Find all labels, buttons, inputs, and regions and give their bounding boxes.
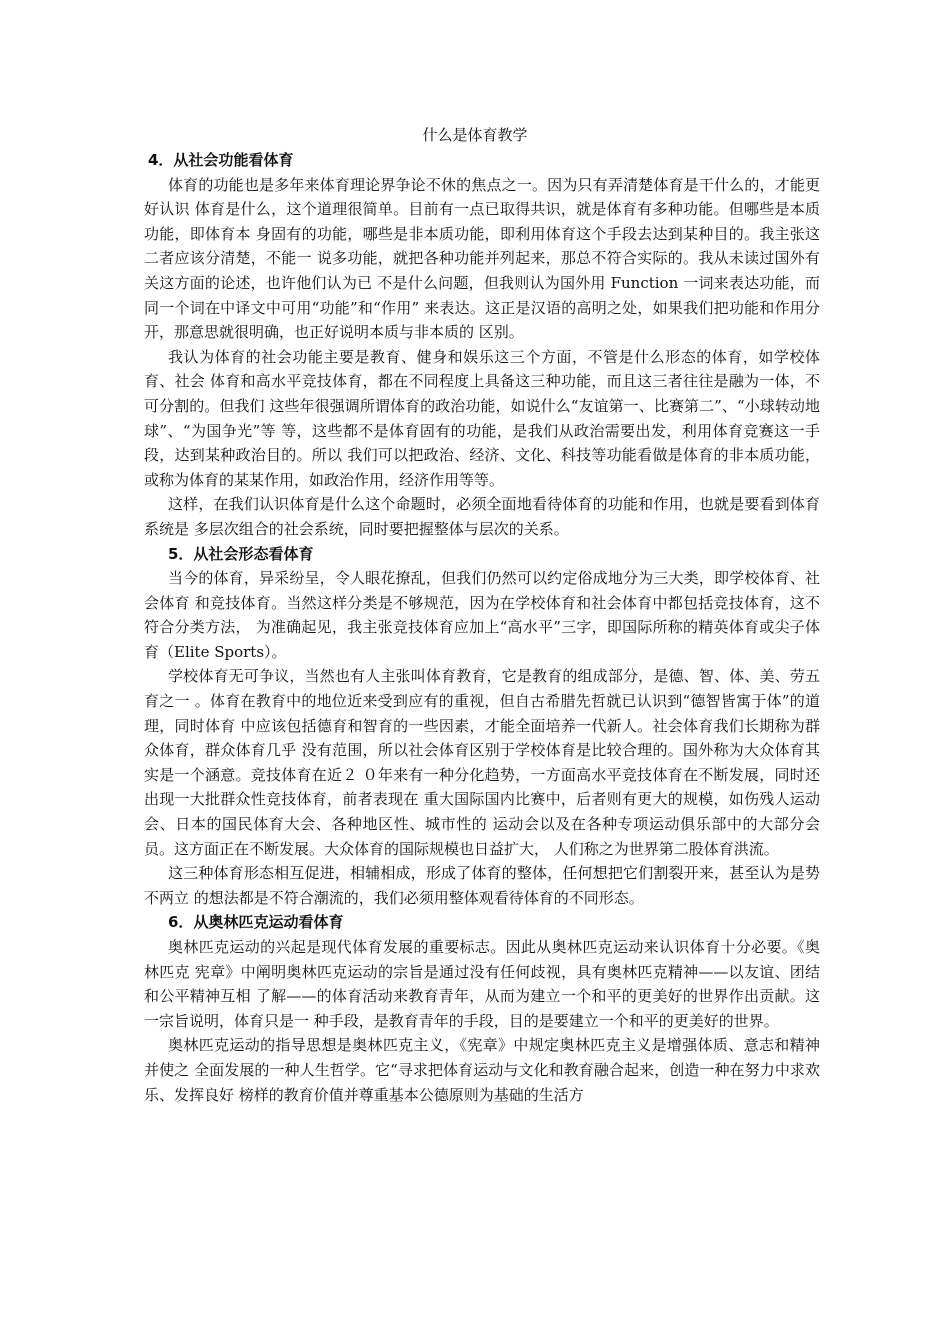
paragraph: 体育的功能也是多年来体育理论界争论不休的焦点之一。因为只有弄清楚体育是干什么的，才能更好认识 体育是什么，这个道理很简单。目前有一点已取得共识，就是体育有多种功能。但哪些是本质功能，即体育本 身固有的功能，哪些是非本质功能，即利用体育这个手段去达到某种目的。我主张这二者应该分清楚，不能一 说多功能，就把各种功能并列起来，那总不符合实际的。我从未读过国外有关这方面的论述，也许他们认为已 不是什么问题，但我则认为国外用 Function 一词来表达功能，而同一个词在中译文中可用“功能”和“作用” 来表达。这正是汉语的高明之处，如果我们把功能和作用分开，那意思就很明确，也正好说明本质与非本质的 区别。 [144,175,820,342]
paragraph: 当今的体育，异采纷呈，令人眼花撩乱，但我们仍然可以约定俗成地分为三大类，即学校体育、社会体育 和竞技体育。当然这样分类是不够规范，因为在学校体育和社会体育中都包括竞技体育，这不符合分类方法， 为准确起见，我主张竞技体育应加上“高水平”三字，即国际所称的精英体育或尖子体育（Elite Sports）。 [144,569,820,661]
paragraph: 这样，在我们认识体育是什么这个命题时，必须全面地看待体育的功能和作用，也就是要看到体育系统是 多层次组合的社会系统，同时要把握整体与层次的关系。 [144,495,820,538]
section-heading-social-function: 4．从社会功能看体育 [148,151,294,169]
paragraph: 奥林匹克运动的指导思想是奥林匹克主义，《宪章》中规定奥林匹克主义是增强体质、意志和精神并使之 全面发展的一种人生哲学。它“寻求把体育运动与文化和教育融合起来，创造一种在努力中求欢乐、发挥良好 榜样的教育价值并尊重基本公德原则为基础的生活方 [144,1036,820,1104]
paragraph: 我认为体育的社会功能主要是教育、健身和娱乐这三个方面，不管是什么形态的体育，如学校体育、社会 体育和高水平竞技体育，都在不同程度上具备这三种功能，而且这三者往往是融为一体，不可分割的。但我们 这些年很强调所谓体育的政治功能，如说什么“友谊第一、比赛第二”、“小球转动地球”、“为国争光”等 等，这些都不是体育固有的功能，是我们从政治需要出发，利用体育竞赛这一手段，达到某种政治目的。所以 我们可以把政治、经济、文化、科技等功能看做是体育的非本质功能，或称为体育的某某作用，如政治作用，经济作用等等。 [144,347,820,489]
section-heading-olympic: 6．从奥林匹克运动看体育 [168,913,344,932]
paragraph: 这三种体育形态相互促进，相辅相成，形成了体育的整体，任何想把它们割裂开来，甚至认为是势不两立 的想法都是不符合潮流的，我们必须用整体观看待体育的不同形态。 [144,864,820,907]
paragraph: 学校体育无可争议，当然也有人主张叫体育教育，它是教育的组成部分，是德、智、体、美、劳五育之一 。体育在教育中的地位近来受到应有的重视，但自古希腊先哲就已认识到“德智皆寓于体”的道理，同时体育 中应该包括德育和智育的一些因素，才能全面培养一代新人。社会体育我们长期称为群众体育，群众体育几乎 没有范围，所以社会体育区别于学校体育是比较合理的。国外称为大众体育其实是一个涵意。竞技体育在近２ ０年来有一种分化趋势，一方面高水平竞技体育在不断发展，同时还出现一大批群众性竞技体育，前者表现在 重大国际国内比赛中，后者则有更大的规模，如伤残人运动会、日本的国民体育大会、各种地区性、城市性的 运动会以及在各种专项运动俱乐部中的大部分会员。这方面正在不断发展。大众体育的国际规模也日益扩大， 人们称之为世界第二股体育洪流。 [144,667,820,858]
paragraph: 奥林匹克运动的兴起是现代体育发展的重要标志。因此从奥林匹克运动来认识体育十分必要。《奥林匹克 宪章》中阐明奥林匹克运动的宗旨是通过没有任何歧视，具有奥林匹克精神——以友谊、团结和公平精神互相 了解——的体育活动来教育青年，从而为建立一个和平的更美好的世界作出贡献。这一宗旨说明，体育只是一 种手段，是教育青年的手段，目的是要建立一个和平的更美好的世界。 [144,938,820,1030]
document-title: 什么是体育教学 [422,126,528,144]
section-heading-social-form: 5．从社会形态看体育 [168,544,314,563]
document-body [144,148,820,1107]
